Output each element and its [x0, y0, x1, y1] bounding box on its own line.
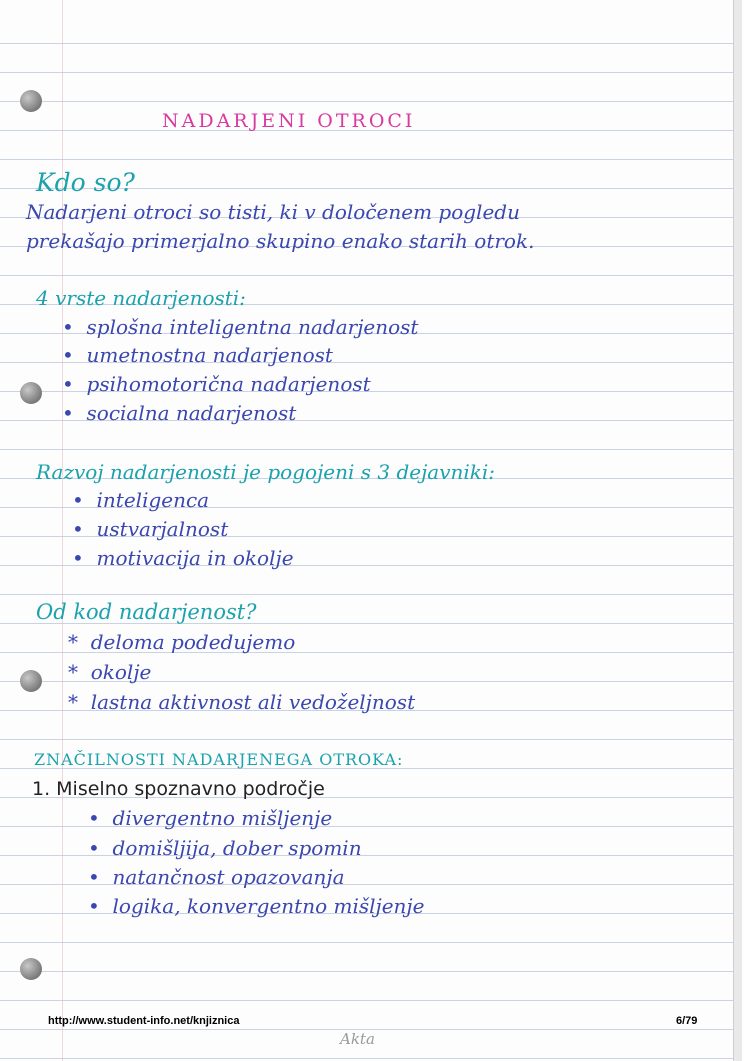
list-item-text: ustvarjalnost [96, 517, 229, 541]
bullet-icon: • [88, 806, 113, 830]
list-item [88, 808, 332, 828]
source-url-link[interactable]: http://www.student-info.net/knjiznica [48, 1015, 240, 1027]
list-item [72, 548, 294, 568]
punch-hole-2 [20, 382, 42, 404]
bullet-icon: • [62, 401, 87, 425]
list-item [62, 403, 296, 423]
origin-heading: Od kod nadarjenost? [36, 600, 257, 624]
list-item-text: motivacija in okolje [96, 546, 294, 570]
list-item [62, 345, 333, 365]
list-item-text: socialna nadarjenost [86, 401, 297, 425]
bullet-icon: • [88, 865, 113, 889]
list-item [68, 632, 295, 652]
list-item-text: domišljija, dober spomin [112, 836, 362, 860]
list-item [88, 867, 345, 887]
traits-heading: ZNAČILNOSTI NADARJENEGA OTROKA: [34, 750, 404, 769]
list-item [88, 896, 424, 916]
punch-hole-3 [20, 670, 42, 692]
list-item [62, 374, 371, 394]
page-edge [733, 0, 742, 1061]
asterisk-icon: * [68, 660, 91, 684]
list-item-text: splošna inteligentna nadarjenost [86, 315, 419, 339]
bullet-icon: • [72, 517, 97, 541]
list-item-text: divergentno mišljenje [112, 806, 333, 830]
list-item [68, 662, 151, 682]
development-heading: Razvoj nadarjenosti je pogojeni s 3 dejavniki: [36, 460, 496, 484]
asterisk-icon: * [68, 630, 91, 654]
punch-hole-4 [20, 958, 42, 980]
list-item [88, 838, 362, 858]
bullet-icon: • [88, 836, 113, 860]
margin-line [62, 0, 63, 1061]
bullet-icon: • [62, 343, 87, 367]
who-text-line-2: prekašajo primerjalno skupino enako starih otrok. [26, 229, 535, 253]
page-title: NADARJENI OTROCI [162, 110, 416, 132]
bullet-icon: • [72, 488, 97, 512]
bullet-icon: • [72, 546, 97, 570]
list-item [68, 692, 415, 712]
list-item-text: logika, konvergentno mišljenje [112, 894, 425, 918]
list-item-text: lastna aktivnost ali vedoželjnost [90, 690, 416, 714]
notebook-brand-logo: Akta [340, 1030, 375, 1048]
who-text-line-1: Nadarjeni otroci so tisti, ki v določenem pogledu [26, 200, 520, 224]
list-item-text: okolje [90, 660, 152, 684]
list-item-text: natančnost opazovanja [112, 865, 345, 889]
bullet-icon: • [62, 315, 87, 339]
who-heading: Kdo so? [36, 168, 135, 197]
types-heading: 4 vrste nadarjenosti: [36, 286, 246, 310]
bullet-icon: • [62, 372, 87, 396]
list-item-text: deloma podedujemo [90, 630, 296, 654]
punch-hole-1 [20, 90, 42, 112]
traits-subheading: 1. Miselno spoznavno področje [32, 778, 325, 800]
list-item [62, 317, 418, 337]
list-item-text: psihomotorična nadarjenost [86, 372, 371, 396]
page-number: 6/79 [676, 1015, 698, 1027]
list-item [72, 519, 228, 539]
list-item [72, 490, 209, 510]
list-item-text: inteligenca [96, 488, 210, 512]
bullet-icon: • [88, 894, 113, 918]
asterisk-icon: * [68, 690, 91, 714]
list-item-text: umetnostna nadarjenost [86, 343, 333, 367]
